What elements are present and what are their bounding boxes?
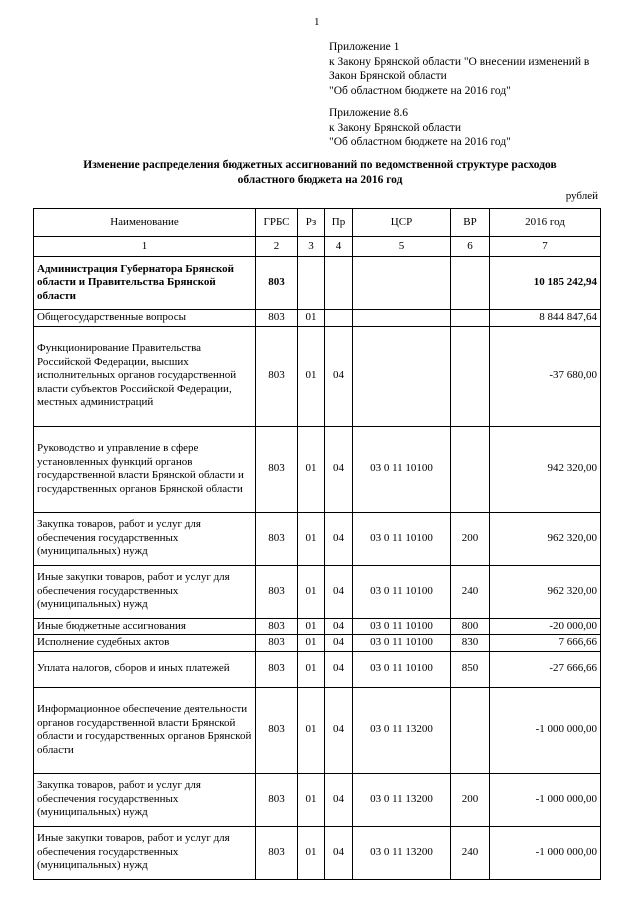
cell-vr bbox=[451, 257, 490, 310]
header-rz: Рз bbox=[298, 209, 325, 237]
page-number: 1 bbox=[314, 16, 320, 28]
cell-name: Иные бюджетные ассигнования bbox=[34, 618, 256, 635]
header-amount: 2016 год bbox=[490, 209, 601, 237]
cell-pr: 04 bbox=[325, 618, 353, 635]
cell-rz: 01 bbox=[298, 635, 325, 652]
cell-grbs: 803 bbox=[256, 635, 298, 652]
cell-pr: 04 bbox=[325, 565, 353, 618]
cell-name: Исполнение судебных актов bbox=[34, 635, 256, 652]
cell-name: Иные закупки товаров, работ и услуг для обеспечения государственных (муниципальных) нужд bbox=[34, 565, 256, 618]
title-line: областного бюджета на 2016 год bbox=[237, 174, 403, 186]
header-vr: ВР bbox=[451, 209, 490, 237]
cell-amount: -27 666,66 bbox=[490, 651, 601, 687]
appendix-1-header bbox=[329, 40, 589, 98]
column-number-row bbox=[34, 237, 601, 257]
cell-rz: 01 bbox=[298, 651, 325, 687]
cell-name: Информационное обеспечение деятельности органов государственной власти Брянской области и государственных органов Брянской области bbox=[34, 687, 256, 773]
appendix-line: Приложение 8.6 bbox=[329, 107, 408, 119]
appendix-line: "Об областном бюджете на 2016 год" bbox=[329, 136, 511, 148]
cell-vr bbox=[451, 326, 490, 426]
table-row bbox=[34, 635, 601, 652]
cell-name: Закупка товаров, работ и услуг для обеспечения государственных (муниципальных) нужд bbox=[34, 512, 256, 565]
cell-grbs: 803 bbox=[256, 565, 298, 618]
appendix-line: к Закону Брянской области "О внесении изменений в bbox=[329, 55, 590, 68]
cell-grbs: 803 bbox=[256, 310, 298, 327]
cell-vr: 200 bbox=[451, 773, 490, 826]
cell-grbs: 803 bbox=[256, 326, 298, 426]
table-row bbox=[34, 687, 601, 773]
appendix-line: Приложение 1 bbox=[329, 41, 400, 53]
cell-rz: 01 bbox=[298, 826, 325, 879]
cell-name: Уплата налогов, сборов и иных платежей bbox=[34, 651, 256, 687]
budget-table bbox=[33, 208, 601, 880]
cell-csr: 03 0 11 10100 bbox=[353, 512, 451, 565]
cell-vr: 240 bbox=[451, 826, 490, 879]
cell-grbs: 803 bbox=[256, 257, 298, 310]
cell-amount: 8 844 847,64 bbox=[490, 310, 601, 327]
header-name: Наименование bbox=[34, 209, 256, 237]
cell-csr: 03 0 11 13200 bbox=[353, 826, 451, 879]
cell-amount: 962 320,00 bbox=[490, 565, 601, 618]
cell-grbs: 803 bbox=[256, 512, 298, 565]
table-row bbox=[34, 426, 601, 512]
cell-pr: 04 bbox=[325, 635, 353, 652]
cell-amount: -1 000 000,00 bbox=[490, 773, 601, 826]
table-row bbox=[34, 618, 601, 635]
appendix-line: Закон Брянской области bbox=[329, 70, 447, 82]
cell-vr: 800 bbox=[451, 618, 490, 635]
cell-csr: 03 0 11 10100 bbox=[353, 618, 451, 635]
table-row bbox=[34, 651, 601, 687]
col-number: 1 bbox=[34, 237, 256, 257]
cell-amount: 942 320,00 bbox=[490, 426, 601, 512]
cell-csr: 03 0 11 10100 bbox=[353, 635, 451, 652]
cell-name: Администрация Губернатора Брянской области и Правительства Брянской области bbox=[34, 257, 256, 310]
col-number: 3 bbox=[298, 237, 325, 257]
cell-pr: 04 bbox=[325, 826, 353, 879]
cell-amount: 7 666,66 bbox=[490, 635, 601, 652]
table-row bbox=[34, 257, 601, 310]
cell-vr: 200 bbox=[451, 512, 490, 565]
cell-rz: 01 bbox=[298, 326, 325, 426]
cell-name: Руководство и управление в сфере установленных функций органов государственной власти Брянской области и государственных органов Брянской области bbox=[34, 426, 256, 512]
units-label: рублей bbox=[565, 190, 598, 202]
cell-vr: 850 bbox=[451, 651, 490, 687]
cell-csr: 03 0 11 10100 bbox=[353, 565, 451, 618]
cell-grbs: 803 bbox=[256, 773, 298, 826]
cell-csr bbox=[353, 326, 451, 426]
cell-amount: -1 000 000,00 bbox=[490, 826, 601, 879]
header-grbs: ГРБС bbox=[256, 209, 298, 237]
table-row bbox=[34, 310, 601, 327]
cell-rz: 01 bbox=[298, 565, 325, 618]
col-number: 7 bbox=[490, 237, 601, 257]
cell-amount: -1 000 000,00 bbox=[490, 687, 601, 773]
table-row bbox=[34, 773, 601, 826]
header-csr: ЦСР bbox=[353, 209, 451, 237]
cell-pr: 04 bbox=[325, 651, 353, 687]
cell-grbs: 803 bbox=[256, 651, 298, 687]
header-row bbox=[34, 209, 601, 237]
cell-amount: 962 320,00 bbox=[490, 512, 601, 565]
cell-rz: 01 bbox=[298, 310, 325, 327]
cell-grbs: 803 bbox=[256, 687, 298, 773]
cell-pr: 04 bbox=[325, 687, 353, 773]
cell-name: Иные закупки товаров, работ и услуг для обеспечения государственных (муниципальных) нужд bbox=[34, 826, 256, 879]
cell-vr: 240 bbox=[451, 565, 490, 618]
table-row bbox=[34, 565, 601, 618]
cell-pr bbox=[325, 257, 353, 310]
cell-rz: 01 bbox=[298, 512, 325, 565]
cell-grbs: 803 bbox=[256, 426, 298, 512]
col-number: 5 bbox=[353, 237, 451, 257]
cell-amount: -20 000,00 bbox=[490, 618, 601, 635]
cell-csr: 03 0 11 13200 bbox=[353, 687, 451, 773]
cell-grbs: 803 bbox=[256, 618, 298, 635]
cell-name: Функционирование Правительства Российской Федерации, высших исполнительных органов государственной власти субъектов Российской Федерации, местных администраций bbox=[34, 326, 256, 426]
col-number: 2 bbox=[256, 237, 298, 257]
appendix-line: "Об областном бюджете на 2016 год" bbox=[329, 84, 511, 97]
appendix-line: к Закону Брянской области bbox=[329, 121, 461, 134]
cell-name: Закупка товаров, работ и услуг для обеспечения государственных (муниципальных) нужд bbox=[34, 773, 256, 826]
cell-vr bbox=[451, 687, 490, 773]
cell-grbs: 803 bbox=[256, 826, 298, 879]
header-pr: Пр bbox=[325, 209, 353, 237]
cell-pr: 04 bbox=[325, 512, 353, 565]
cell-rz bbox=[298, 257, 325, 310]
cell-vr bbox=[451, 310, 490, 327]
cell-vr: 830 bbox=[451, 635, 490, 652]
cell-rz: 01 bbox=[298, 618, 325, 635]
cell-rz: 01 bbox=[298, 426, 325, 512]
cell-csr: 03 0 11 10100 bbox=[353, 426, 451, 512]
cell-pr: 04 bbox=[325, 426, 353, 512]
cell-amount: 10 185 242,94 bbox=[490, 257, 601, 310]
cell-name: Общегосударственные вопросы bbox=[34, 310, 256, 327]
document-title bbox=[40, 158, 600, 188]
cell-csr bbox=[353, 257, 451, 310]
title-line: Изменение распределения бюджетных ассигнований по ведомственной структуре расходов bbox=[83, 159, 557, 171]
col-number: 4 bbox=[325, 237, 353, 257]
cell-pr: 04 bbox=[325, 326, 353, 426]
cell-csr bbox=[353, 310, 451, 327]
table-row bbox=[34, 326, 601, 426]
cell-csr: 03 0 11 10100 bbox=[353, 651, 451, 687]
cell-csr: 03 0 11 13200 bbox=[353, 773, 451, 826]
appendix-8-6-header bbox=[329, 106, 511, 150]
cell-vr bbox=[451, 426, 490, 512]
table-row bbox=[34, 512, 601, 565]
col-number: 6 bbox=[451, 237, 490, 257]
cell-pr: 04 bbox=[325, 773, 353, 826]
cell-rz: 01 bbox=[298, 773, 325, 826]
cell-pr bbox=[325, 310, 353, 327]
cell-amount: -37 680,00 bbox=[490, 326, 601, 426]
cell-rz: 01 bbox=[298, 687, 325, 773]
table-row bbox=[34, 826, 601, 879]
